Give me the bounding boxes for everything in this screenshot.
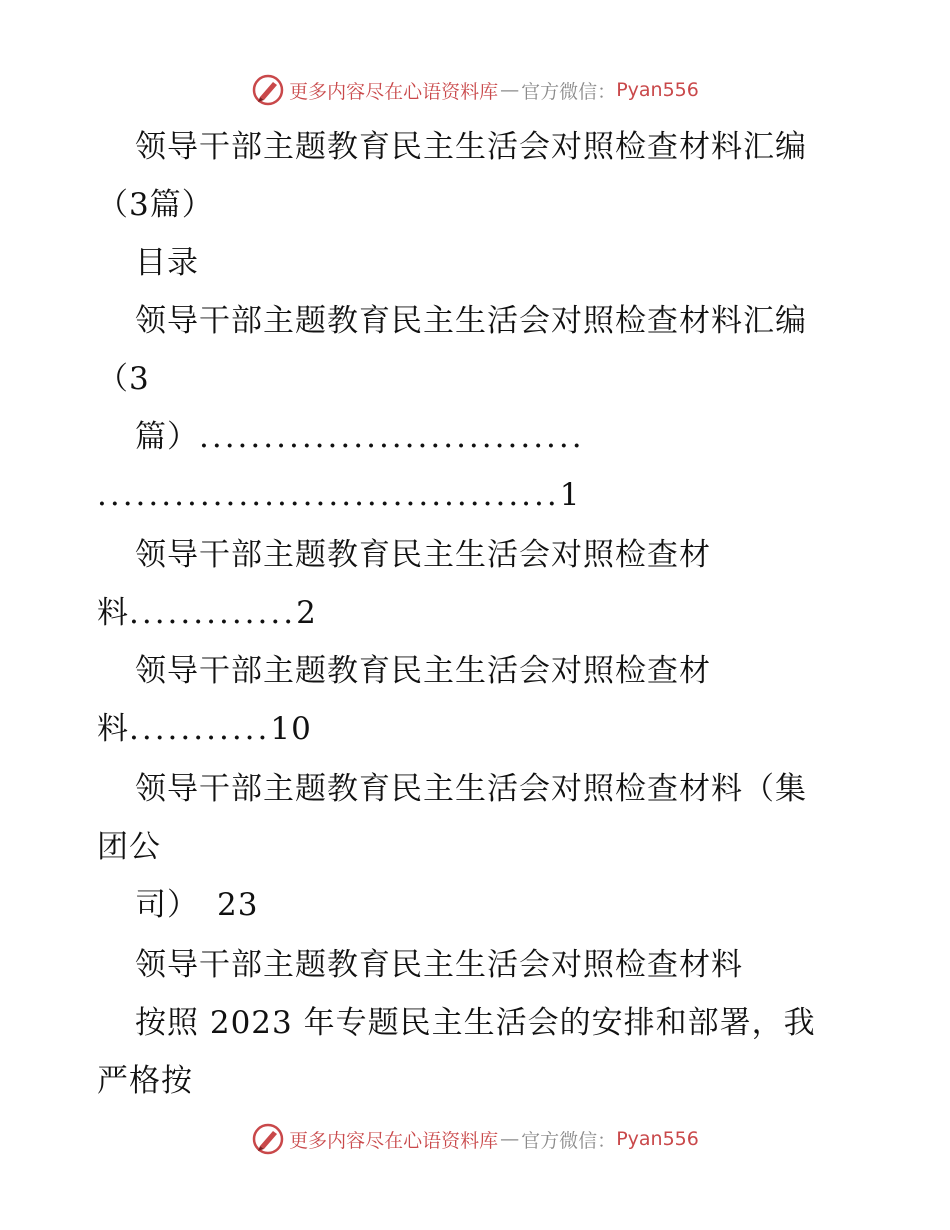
title-line-1: 领导干部主题教育民主生活会对照检查材料汇编	[135, 129, 807, 165]
pen-logo-icon	[251, 73, 285, 107]
toc-entry-1-line-1: 领导干部主题教育民主生活会对照检查材料汇编	[135, 303, 807, 339]
toc-entry-1-leader-dots: ..............................	[199, 419, 585, 455]
toc-entry-2-leader-dots: .............	[129, 595, 297, 631]
toc-entry-1-line-3: 篇）	[135, 419, 199, 455]
section-title	[0, 940, 950, 990]
toc-entry-4-line-1: 领导干部主题教育民主生活会对照检查材料（集	[135, 771, 807, 807]
section-title-text: 领导干部主题教育民主生活会对照检查材料	[135, 947, 743, 983]
toc-entry-1-page: 1	[559, 477, 581, 513]
document-title-continued	[0, 180, 950, 230]
toc-entry-1	[0, 296, 950, 346]
toc-entry-4-cont2	[0, 880, 950, 930]
toc-entry-2-cont	[0, 588, 950, 638]
watermark-banner-top	[0, 70, 950, 110]
toc-entry-3-page: 10	[270, 711, 312, 747]
toc-entry-4-cont	[0, 822, 950, 872]
toc-entry-2-line-1: 领导干部主题教育民主生活会对照检查材	[135, 537, 711, 573]
toc-entry-4	[0, 764, 950, 814]
pen-logo-icon	[251, 1122, 285, 1156]
toc-heading	[0, 238, 950, 288]
watermark-banner-bottom	[0, 1119, 950, 1159]
toc-entry-4-line-3: 司）	[135, 887, 199, 923]
toc-entry-2-page: 2	[296, 595, 317, 631]
toc-entry-1-cont2	[0, 412, 950, 462]
watermark-handle: Pyan556	[616, 1128, 699, 1150]
body-paragraph-cont	[0, 1056, 950, 1106]
toc-entry-3	[0, 646, 950, 696]
watermark-wechat-label: 官方微信：	[521, 1129, 617, 1152]
body-line-1: 按照 2023 年专题民主生活会的安排和部署，我	[135, 1005, 816, 1041]
toc-entry-1-leader-dots-2: ....................................	[97, 477, 560, 513]
body-paragraph	[0, 998, 950, 1048]
toc-entry-4-page: 23	[217, 887, 259, 923]
toc-entry-1-cont	[0, 354, 950, 404]
body-line-2: 严格按	[97, 1063, 193, 1099]
toc-entry-3-line-1: 领导干部主题教育民主生活会对照检查材	[135, 653, 711, 689]
title-line-2: （3篇）	[97, 187, 214, 223]
watermark-wechat-label: 官方微信：	[521, 80, 617, 103]
toc-entry-2	[0, 530, 950, 580]
watermark-handle: Pyan556	[616, 79, 699, 101]
toc-entry-3-line-2: 料	[97, 711, 129, 747]
toc-entry-3-leader-dots: ...........	[129, 711, 271, 747]
watermark-dash: —	[500, 79, 520, 101]
watermark-dash: —	[500, 1128, 520, 1150]
document-title	[0, 122, 950, 172]
toc-entry-1-cont3	[0, 470, 950, 520]
toc-entry-4-line-2: 团公	[97, 829, 161, 865]
toc-entry-1-line-2: （3	[97, 361, 150, 397]
toc-entry-3-cont	[0, 704, 950, 754]
watermark-text: 更多内容尽在心语资料库	[289, 80, 499, 103]
toc-heading-text: 目录	[135, 245, 199, 281]
toc-entry-2-line-2: 料	[97, 595, 129, 631]
watermark-text: 更多内容尽在心语资料库	[289, 1129, 499, 1152]
